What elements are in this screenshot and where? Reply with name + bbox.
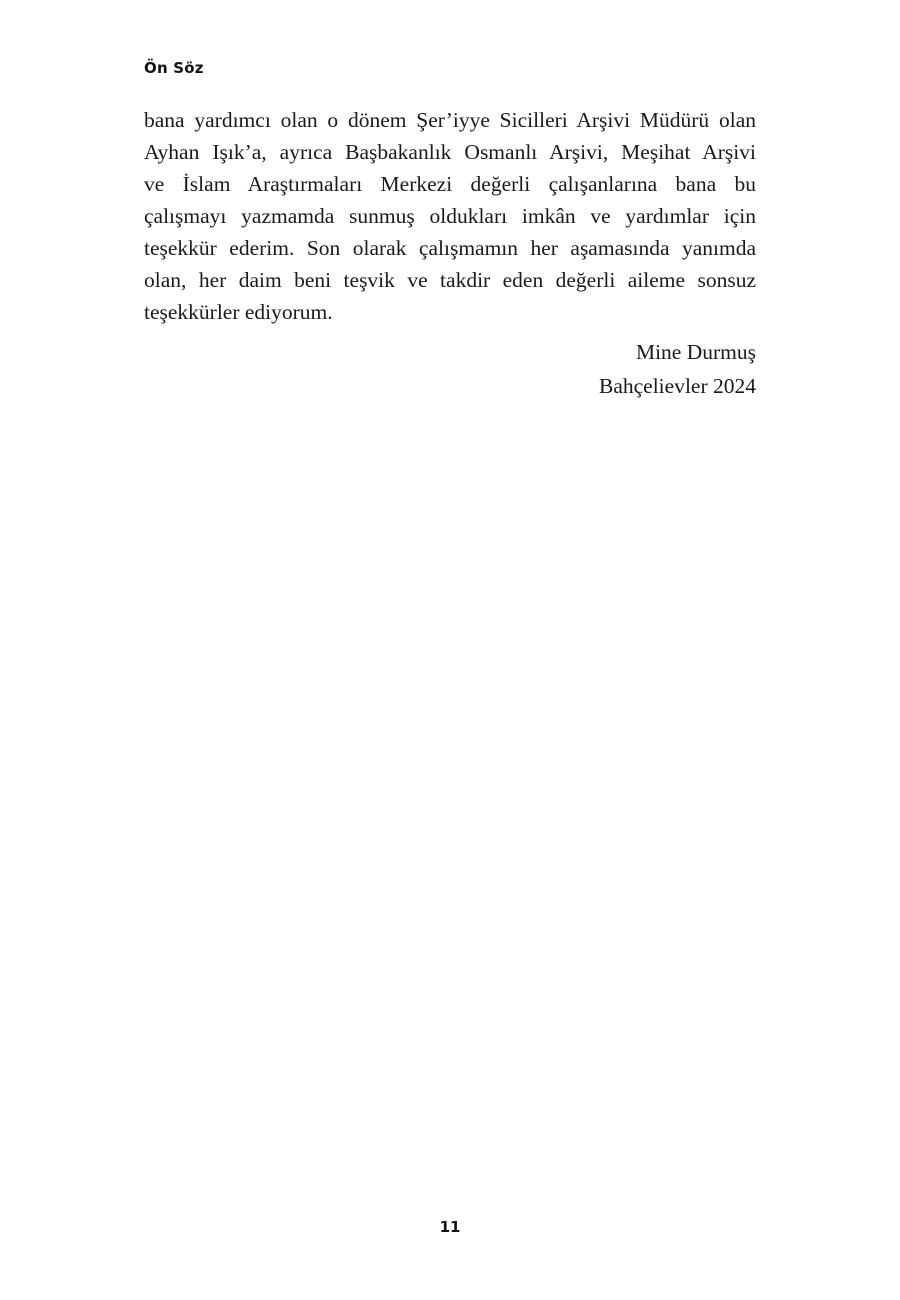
- paragraph-line: teşekkürler ediyorum.: [144, 300, 333, 324]
- paragraph-line: bana yardımcı olan o dönem Şer’iyye Sicilleri Arşivi Müdürü olan: [144, 108, 756, 132]
- paragraph-line: olan, her daim beni teşvik ve takdir eden değerli aileme sonsuz: [144, 268, 756, 292]
- place-and-year: Bahçelievler 2024: [598, 374, 756, 398]
- paragraph-line: ve İslam Araştırmaları Merkezi değerli çalışanlarına bana bu: [144, 172, 756, 196]
- running-head-title: Ön Söz: [144, 59, 204, 77]
- page-number: 11: [439, 1218, 461, 1236]
- body-paragraph: [144, 104, 756, 328]
- paragraph-line: Ayhan Işık’a, ayrıca Başbakanlık Osmanlı Arşivi, Meşihat Arşivi: [144, 140, 756, 164]
- signature-block: [599, 335, 756, 403]
- paragraph-line: teşekkür ederim. Son olarak çalışmamın her aşamasında yanımda: [144, 236, 756, 260]
- author-name: Mine Durmuş: [635, 340, 756, 364]
- paragraph-line: çalışmayı yazmamda sunmuş oldukları imkân ve yardımlar için: [144, 204, 756, 228]
